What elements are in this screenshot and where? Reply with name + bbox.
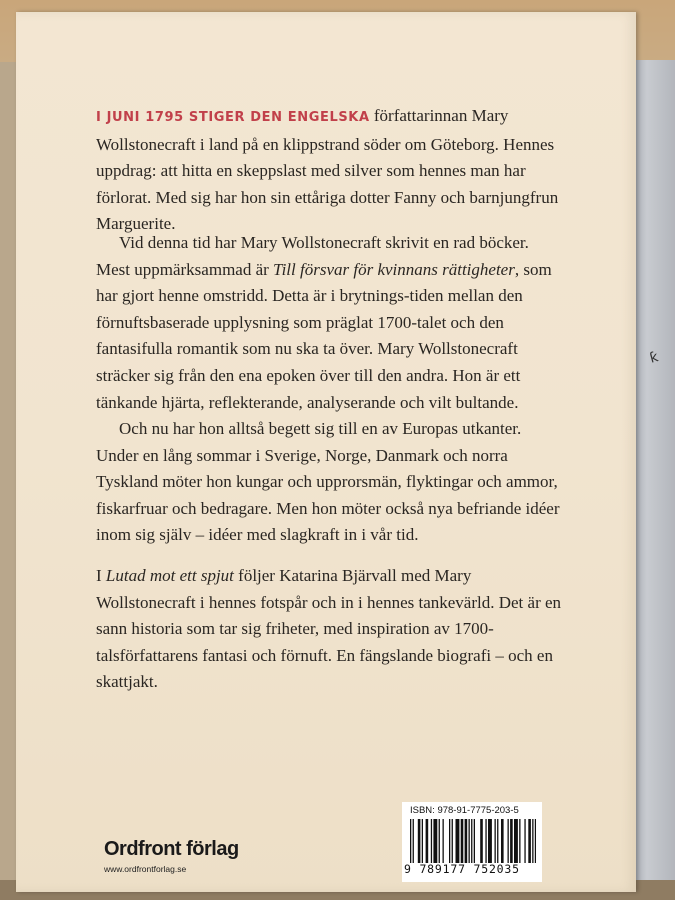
isbn-barcode xyxy=(402,802,542,882)
barcode-bars xyxy=(408,819,536,863)
blurb-paragraph-3 xyxy=(96,416,566,549)
blurb-lead-caps: I JUNI 1795 STIGER DEN ENGELSKA xyxy=(96,110,370,125)
blurb-paragraph-4-text-b: följer Katarina Bjärvall med Mary Wollstonecraft i hennes fotspår och in i hennes tankevärld. Det är en sann historia som tar sig friheter, med inspiration av 1700- talsförfattarens fantasi och förnuft. En fängslande biografi – och en skattjakt. xyxy=(96,566,562,692)
publisher-logo: Ordfront förlag xyxy=(104,838,239,860)
blurb-paragraph-4 xyxy=(96,563,566,696)
blurb-paragraph-2-text-a: Vid denna tid har Mary Wollstonecraft skrivit en rad böcker. Mest uppmärksammad är xyxy=(96,233,529,279)
book-title-reference: Till försvar för kvinnans rättigheter xyxy=(273,259,515,279)
blurb-paragraph-1 xyxy=(96,103,566,238)
blurb-paragraph-1-text: författarinnan Mary Wollstonecraft i land på en klippstrand söder om Göteborg. Hennes uppdrag: att hitta en skeppslast med silver som hennes man har förlorat. Med sig har hon sin ettåriga dotter Fanny och barnjungfrun Marguerite. xyxy=(96,106,559,234)
pen-mark: ƙ xyxy=(648,349,661,367)
blurb-paragraph-2-text-b: , som har gjort henne omstridd. Detta är i brytnings-tiden mellan den förnuftsbaserade upplysning som präglat 1700-talet och den fantasifulla romantik som nu ska ta över. Mary Wollstonecraft sträcker sig från den ena epoken över till den andra. Hon är ett tänkande hjärta, reflekterande, analyserande och vilt bultande. xyxy=(96,259,552,412)
blurb-paragraph-2 xyxy=(96,230,566,416)
book-title: Lutad mot ett spjut xyxy=(105,566,234,585)
barcode-digits: 9 789177 752035 xyxy=(404,862,520,876)
blurb-paragraph-3-text: Och nu har hon alltså begett sig till en av Europas utkanter. Under en lång sommar i Sverige, Norge, Danmark och norra Tyskland möter hon kungar och upprorsmän, flyktingar och ammor, fiskarfruar och bedragare. Men hon möter också nya befriande idéer inom sig själv – idéer med slagkraft in i vår tid. xyxy=(96,419,560,545)
publisher-url: www.ordfrontforlag.se xyxy=(104,864,187,874)
blurb-paragraph-4-text-a: I xyxy=(96,566,102,585)
isbn-label: ISBN: 978-91-7775-203-5 xyxy=(410,805,519,816)
